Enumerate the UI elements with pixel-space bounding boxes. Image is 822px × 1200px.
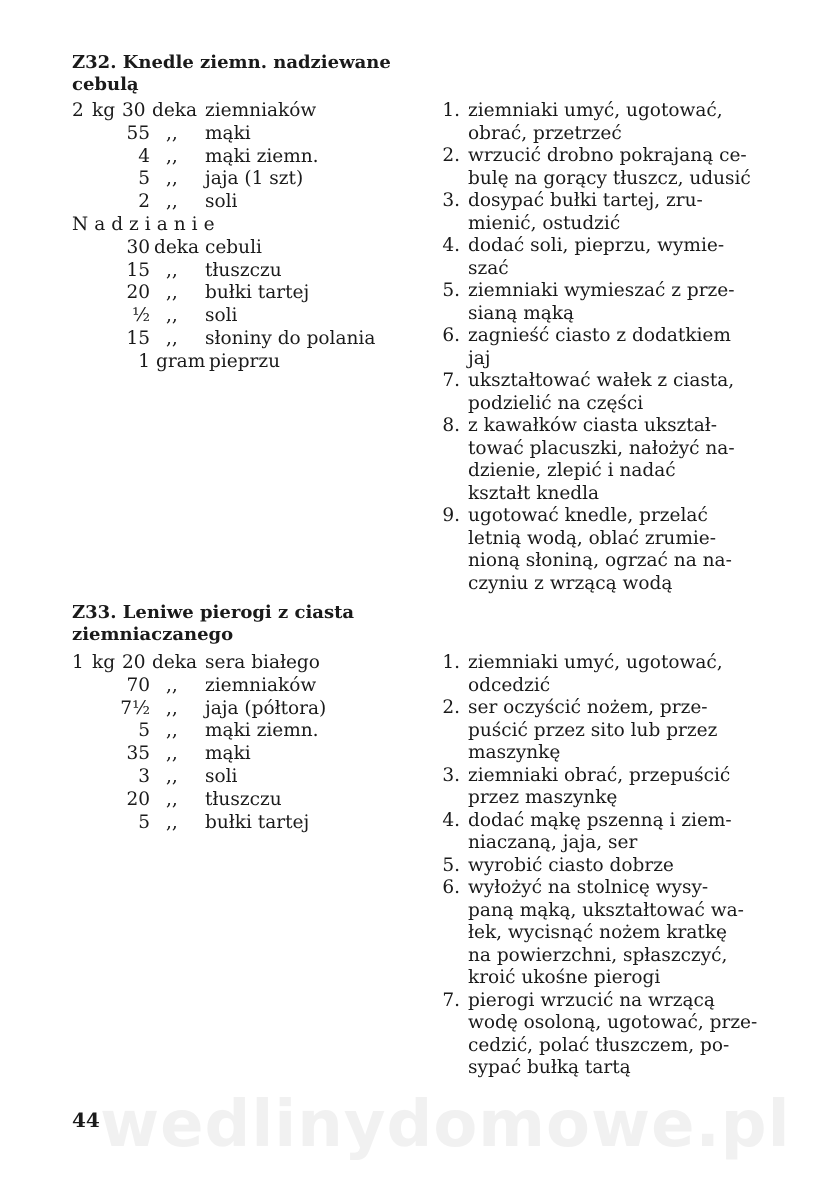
step-number: 6. <box>442 325 460 346</box>
step-text: dzienie, zlepić i nadać <box>468 460 676 481</box>
step-item <box>430 652 760 697</box>
step-list <box>430 652 760 1080</box>
ingredient-name: ziemniaków <box>205 674 317 696</box>
step-text: sianą mąką <box>468 302 575 324</box>
step-text: wyłożyć na stolnicę wysy- <box>468 877 709 898</box>
ingredient-qty: 20 <box>126 788 150 810</box>
ingredient-qty: 1 <box>138 350 150 372</box>
ingredient-name: sera białego <box>205 652 320 673</box>
step-text: dodać mąkę pszenną i ziem- <box>468 809 732 831</box>
step-text: wrzucić drobno pokrajaną ce- <box>468 145 747 166</box>
ingredient-line <box>72 305 412 328</box>
ingredient-line <box>72 351 412 374</box>
ingredient-name: soli <box>205 305 238 327</box>
ingredient-qty: 2 <box>72 100 84 121</box>
ingredient-line <box>72 812 412 835</box>
step-number: 1. <box>442 652 460 673</box>
ditto-mark: ,, <box>166 697 178 719</box>
step-text: niaczaną, jaja, ser <box>468 832 638 853</box>
step-number: 3. <box>442 764 460 786</box>
ingredient-name: mąki <box>205 122 251 144</box>
step-number: 1. <box>442 100 460 121</box>
recipe-title: Z33. Leniwe pierogi z ciasta ziemniaczanego <box>72 602 355 645</box>
ingredient-line <box>72 652 412 675</box>
ingredient-name: ziemniaków <box>205 100 317 121</box>
step-text: na powierzchni, spłaszczyć, <box>468 944 728 966</box>
ingredient-name: mąki <box>205 743 251 765</box>
ditto-mark: ,, <box>166 788 178 810</box>
step-text: ziemniaki umyć, ugotować, <box>468 100 723 121</box>
step-text: wyrobić ciasto dobrze <box>468 854 674 876</box>
step-text: kroić ukośne pierogi <box>468 967 661 988</box>
ingredient-unit: deka <box>154 236 200 258</box>
ingredient-unit: kg <box>92 100 116 121</box>
ingredient-qty: ½ <box>132 305 150 327</box>
step-item <box>430 855 760 878</box>
step-text: ukształtować wałek z ciasta, <box>468 370 735 391</box>
ingredient-qty: 5 <box>138 168 150 190</box>
step-number: 9. <box>442 505 460 526</box>
step-item <box>430 505 760 595</box>
ingredient-list <box>72 100 412 374</box>
ingredient-line <box>72 146 412 169</box>
ingredient-qty: 15 <box>126 259 150 281</box>
ingredient-qty: 30 <box>122 100 146 121</box>
page-number: 44 <box>72 1108 100 1132</box>
ditto-mark: ,, <box>166 145 178 167</box>
step-item <box>430 765 760 810</box>
step-text: mienić, ostudzić <box>468 212 621 234</box>
step-item <box>430 235 760 280</box>
ingredient-qty: 55 <box>126 122 150 144</box>
ingredient-name: tłuszczu <box>205 259 282 281</box>
ingredient-line <box>72 123 412 146</box>
ingredient-name: bułki tartej <box>205 282 310 304</box>
ditto-mark: ,, <box>166 720 178 742</box>
step-text: bulę na gorący tłuszcz, udusić <box>468 167 751 189</box>
step-text: przez maszynkę <box>468 787 618 808</box>
ingredient-unit: kg <box>92 652 116 673</box>
recipe-title: Z32. Knedle ziemn. nadziewane cebulą <box>72 52 391 95</box>
watermark: wedlinydomowe.pl <box>100 1088 791 1162</box>
step-text: nioną słoniną, ogrzać na na- <box>468 550 732 571</box>
ingredient-list <box>72 652 412 834</box>
ditto-mark: ,, <box>166 674 178 696</box>
step-item <box>430 190 760 235</box>
step-text: łek, wycisnąć nożem kratkę <box>468 922 728 943</box>
step-text: sypać bułką tartą <box>468 1057 631 1078</box>
ingredient-name: bułki tartej <box>205 811 310 833</box>
step-text: paną mąką, ukształtować wa- <box>468 899 744 921</box>
ingredient-qty: 5 <box>138 811 150 833</box>
step-item <box>430 280 760 325</box>
step-text: szać <box>468 257 509 279</box>
step-number: 2. <box>442 697 460 718</box>
ditto-mark: ,, <box>166 743 178 765</box>
step-number: 3. <box>442 190 460 211</box>
step-item <box>430 100 760 145</box>
ingredient-line <box>72 191 412 214</box>
ditto-mark: ,, <box>166 811 178 833</box>
step-number: 4. <box>442 235 460 256</box>
ingredient-qty: 7½ <box>120 697 150 719</box>
ditto-mark: ,, <box>166 305 178 327</box>
step-text: z kawałków ciasta ukształ- <box>468 415 718 436</box>
step-number: 5. <box>442 854 460 876</box>
filling-heading: Nadzianie <box>72 213 221 235</box>
ditto-mark: ,, <box>166 765 178 787</box>
step-item <box>430 145 760 190</box>
ditto-mark: ,, <box>166 191 178 213</box>
step-text: cedzić, polać tłuszczem, po- <box>468 1034 730 1056</box>
ditto-mark: ,, <box>166 327 178 349</box>
step-text: pierogi wrzucić na wrzącą <box>468 989 715 1011</box>
step-number: 5. <box>442 280 460 301</box>
ingredient-line <box>72 789 412 812</box>
ingredient-line <box>72 168 412 191</box>
ingredient-qty: 4 <box>138 145 150 167</box>
step-item <box>430 877 760 990</box>
step-item <box>430 415 760 505</box>
step-item <box>430 325 760 370</box>
step-item <box>430 990 760 1080</box>
ingredient-qty: 30 <box>126 236 150 258</box>
step-text: letnią wodą, oblać zrumie- <box>468 527 716 549</box>
step-text: ziemniaki umyć, ugotować, <box>468 652 723 673</box>
ingredient-unit: deka <box>152 652 198 673</box>
step-item <box>430 697 760 765</box>
ditto-mark: ,, <box>166 259 178 281</box>
step-text: podzielić na części <box>468 392 644 414</box>
ditto-mark: ,, <box>166 122 178 144</box>
step-item <box>430 370 760 415</box>
ingredient-line <box>72 698 412 721</box>
step-number: 6. <box>442 877 460 898</box>
ditto-mark: ,, <box>166 282 178 304</box>
step-text: ziemniaki wymieszać z prze- <box>468 280 735 301</box>
ditto-mark: ,, <box>166 168 178 190</box>
ingredient-unit: deka <box>152 100 198 121</box>
step-text: dosypać bułki tartej, zru- <box>468 190 703 211</box>
step-text: czyniu z wrzącą wodą <box>468 572 673 594</box>
ingredient-qty: 5 <box>138 720 150 742</box>
ingredient-line <box>72 720 412 743</box>
ingredient-line <box>72 328 412 351</box>
ingredient-unit: gram <box>156 350 206 372</box>
step-number: 2. <box>442 145 460 166</box>
ingredient-line <box>72 100 412 123</box>
ingredient-name: soli <box>205 191 238 213</box>
ingredient-qty: 35 <box>126 743 150 765</box>
ingredient-line <box>72 743 412 766</box>
ingredient-qty: 3 <box>138 765 150 787</box>
step-text: obrać, przetrzeć <box>468 122 622 144</box>
ingredient-name: jaja (1 szt) <box>205 168 304 190</box>
ingredient-name: tłuszczu <box>205 788 282 810</box>
ingredient-qty: 70 <box>126 674 150 696</box>
ingredient-name: mąki ziemn. <box>205 145 319 167</box>
step-list <box>430 100 760 595</box>
step-text: ziemniaki obrać, przepuścić <box>468 764 731 786</box>
ingredient-qty: 15 <box>126 327 150 349</box>
step-number: 8. <box>442 415 460 436</box>
step-text: tować placuszki, nałożyć na- <box>468 437 735 459</box>
step-text: odcedzić <box>468 674 551 696</box>
step-text: ugotować knedle, przelać <box>468 505 708 526</box>
ingredient-line <box>72 675 412 698</box>
step-text: kształt knedla <box>468 482 600 504</box>
ingredient-qty: 1 <box>72 652 84 673</box>
step-text: puścić przez sito lub przez <box>468 719 718 741</box>
ingredient-qty: 20 <box>126 282 150 304</box>
ingredient-qty: 2 <box>138 191 150 213</box>
ingredient-line <box>72 260 412 283</box>
ingredient-name: soli <box>205 765 238 787</box>
ingredient-name: mąki ziemn. <box>205 720 319 742</box>
step-text: wodę osoloną, ugotować, prze- <box>468 1012 758 1033</box>
step-text: jaj <box>468 347 491 369</box>
step-text: maszynkę <box>468 742 561 763</box>
ingredient-line <box>72 237 412 260</box>
ingredient-name: jaja (półtora) <box>205 697 327 719</box>
ingredient-line <box>72 282 412 305</box>
ingredient-line <box>72 766 412 789</box>
ingredient-name: pieprzu <box>209 350 281 372</box>
step-number: 7. <box>442 989 460 1011</box>
ingredient-name: cebuli <box>205 236 262 258</box>
step-text: zagnieść ciasto z dodatkiem <box>468 325 731 346</box>
step-number: 4. <box>442 809 460 831</box>
step-item <box>430 810 760 855</box>
step-text: ser oczyścić nożem, prze- <box>468 697 708 718</box>
ingredient-qty: 20 <box>122 652 146 673</box>
ingredient-name: słoniny do polania <box>205 327 376 349</box>
step-number: 7. <box>442 370 460 391</box>
step-text: dodać soli, pieprzu, wymie- <box>468 235 725 256</box>
